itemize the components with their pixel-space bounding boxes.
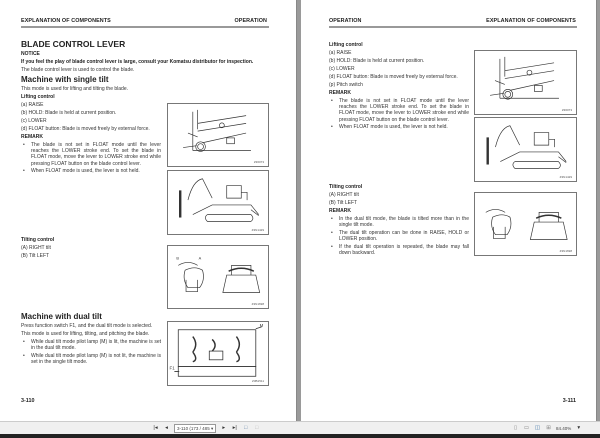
last-page-icon[interactable]: ▸|	[232, 425, 237, 431]
dual-tilt-line: This mode is used for lifting, tilting, and pitching the blade.	[21, 331, 150, 337]
lifting-item: (d) FLOAT button: Blade is moved freely by external force.	[21, 126, 150, 132]
viewer-toolbar	[0, 421, 600, 434]
facing-pages-icon[interactable]: ◫	[534, 425, 541, 431]
remark-item: • The dual tilt operation can be done in RAISE, HOLD or LOWER position.	[329, 230, 469, 242]
remark-item: • When FLOAT mode is used, the lever is not held.	[21, 168, 161, 174]
single-tilt-text: This mode is used for lifting and tilting the blade.	[21, 86, 129, 92]
tilting-item: (B) Tilt LEFT	[21, 253, 50, 259]
lifting-item: (c) LOWER	[21, 118, 47, 124]
notice-text: If you feel the play of blade control lever is large, consult your Komatsu distributor for inspection.	[21, 59, 254, 65]
dual-tilt-line: Press function switch F1, and the dual tilt mode is selected.	[21, 323, 153, 329]
dual-remark-item: • While dual tilt mode pilot lamp (M) is lit, the machine is set in the dual tilt mode.	[21, 339, 161, 351]
remark-item: • In the dual tilt mode, the blade is tilted more than in the single tilt mode.	[329, 216, 469, 228]
page-number: 3-110	[21, 398, 35, 404]
figure-code: Z3B1511	[252, 378, 264, 383]
label-f1: F1	[169, 365, 175, 371]
page-title: BLADE CONTROL LEVER	[21, 39, 126, 49]
tilting-item: (A) RIGHT tilt	[21, 245, 51, 251]
continuous-icon[interactable]: ▭	[523, 425, 530, 431]
tilting-heading: Tilting control	[21, 237, 55, 243]
zoom-level[interactable]: 84.40%	[556, 426, 572, 431]
remark-label: REMARK	[329, 90, 351, 96]
label-b: B	[176, 255, 179, 261]
tilting-item: (B) Tilt LEFT	[329, 200, 358, 206]
tilting-section	[21, 237, 161, 261]
remark-item: • The blade is not set in FLOAT mode until the lever reaches the LOWER stroke end. To set the blade in FLOAT mode, move the lever to LOWER stroke end while pressing FLOAT button on the blade control lever.	[21, 142, 161, 167]
lifting-section	[21, 94, 163, 176]
dozer-side-figure	[167, 170, 269, 235]
lifting-item: (d) FLOAT button: Blade is moved freely by external force.	[329, 74, 458, 80]
remark-item: • The blade is not set in FLOAT mode until the lever reaches the LOWER stroke end. To set the blade in FLOAT mode, move the lever to LOWER stroke end while pressing FLOAT button on the blade control lever.	[329, 98, 469, 123]
lifting-item: (b) HOLD: Blade is held at current position.	[329, 58, 425, 64]
view-mode-group	[512, 423, 582, 434]
label-m: M	[259, 322, 264, 328]
left-page	[0, 0, 297, 421]
monitor-panel-figure	[167, 321, 269, 386]
lifting-item: (p) Pitch switch	[329, 82, 363, 88]
page-number: 3-111	[562, 398, 576, 404]
lifting-item: (a) RAISE	[329, 50, 352, 56]
lifting-section	[329, 42, 471, 132]
label-a: A	[198, 255, 202, 261]
continuous-facing-icon[interactable]: ⊞	[546, 425, 551, 431]
notice-label: NOTICE	[21, 51, 40, 57]
lifting-item: (b) HOLD: Blade is held at current position.	[21, 110, 117, 116]
navigation-group	[152, 423, 260, 434]
next-view-icon[interactable]: □	[255, 425, 259, 431]
single-tilt-heading: Machine with single tilt	[21, 75, 109, 84]
remark-label: REMARK	[329, 208, 351, 214]
previous-view-icon[interactable]: □	[244, 425, 248, 431]
tilt-figure	[474, 192, 577, 256]
header-section: EXPLANATION OF COMPONENTS	[21, 18, 111, 24]
dual-remark-item: • While dual tilt mode pilot lamp (M) is not lit, the machine is set in the single tilt mode.	[21, 353, 161, 365]
tilting-item: (A) RIGHT tilt	[329, 192, 359, 198]
intro-text: The blade control lever is used to control the blade.	[21, 67, 135, 73]
next-page-icon[interactable]: ▸	[222, 425, 226, 431]
figure-code: Z3N1698	[559, 248, 572, 253]
tilting-heading: Tilting control	[329, 184, 363, 190]
figure-code: Z36073	[253, 159, 264, 164]
dual-tilt-section	[21, 312, 164, 367]
remark-item: • When FLOAT mode is used, the lever is not held.	[329, 124, 469, 130]
dual-tilt-heading: Machine with dual tilt	[21, 312, 102, 321]
single-page-icon[interactable]: ▯	[513, 425, 518, 431]
figure-code: Z3N1698	[251, 301, 264, 306]
intro-section	[21, 39, 271, 94]
taskbar-strip	[0, 434, 600, 438]
tilt-figure	[167, 245, 269, 309]
page-number-field[interactable]: 3-110 (173 / 485 ▾	[174, 424, 216, 433]
lifting-heading: Lifting control	[329, 42, 363, 48]
prev-page-icon[interactable]: ◂	[165, 425, 168, 431]
header-chapter: OPERATION	[234, 18, 267, 24]
header-section: EXPLANATION OF COMPONENTS	[486, 18, 576, 24]
header-chapter: OPERATION	[329, 18, 362, 24]
remark-label: REMARK	[21, 134, 43, 140]
first-page-icon[interactable]: |◂	[153, 425, 158, 431]
lever-figure	[167, 103, 269, 167]
zoom-dropdown-icon[interactable]: ▾	[577, 425, 581, 431]
header-rule	[329, 26, 577, 28]
header-rule	[21, 26, 269, 28]
page-field-value: 3-110 (173 / 485	[177, 426, 210, 431]
right-page	[301, 0, 597, 421]
lifting-heading: Lifting control	[21, 94, 55, 100]
lifting-item: (c) LOWER	[329, 66, 355, 72]
remark-item: • If the dual tilt operation is repeated, the blade may fall down backward.	[329, 244, 469, 256]
lever-figure	[474, 50, 577, 115]
tilting-section	[329, 184, 471, 258]
lifting-item: (a) RAISE	[21, 102, 44, 108]
figure-code: Z36073	[561, 107, 572, 112]
dozer-side-figure	[474, 117, 577, 182]
figure-code: Z3N1429	[251, 227, 264, 232]
figure-code: Z3N1429	[559, 174, 572, 179]
